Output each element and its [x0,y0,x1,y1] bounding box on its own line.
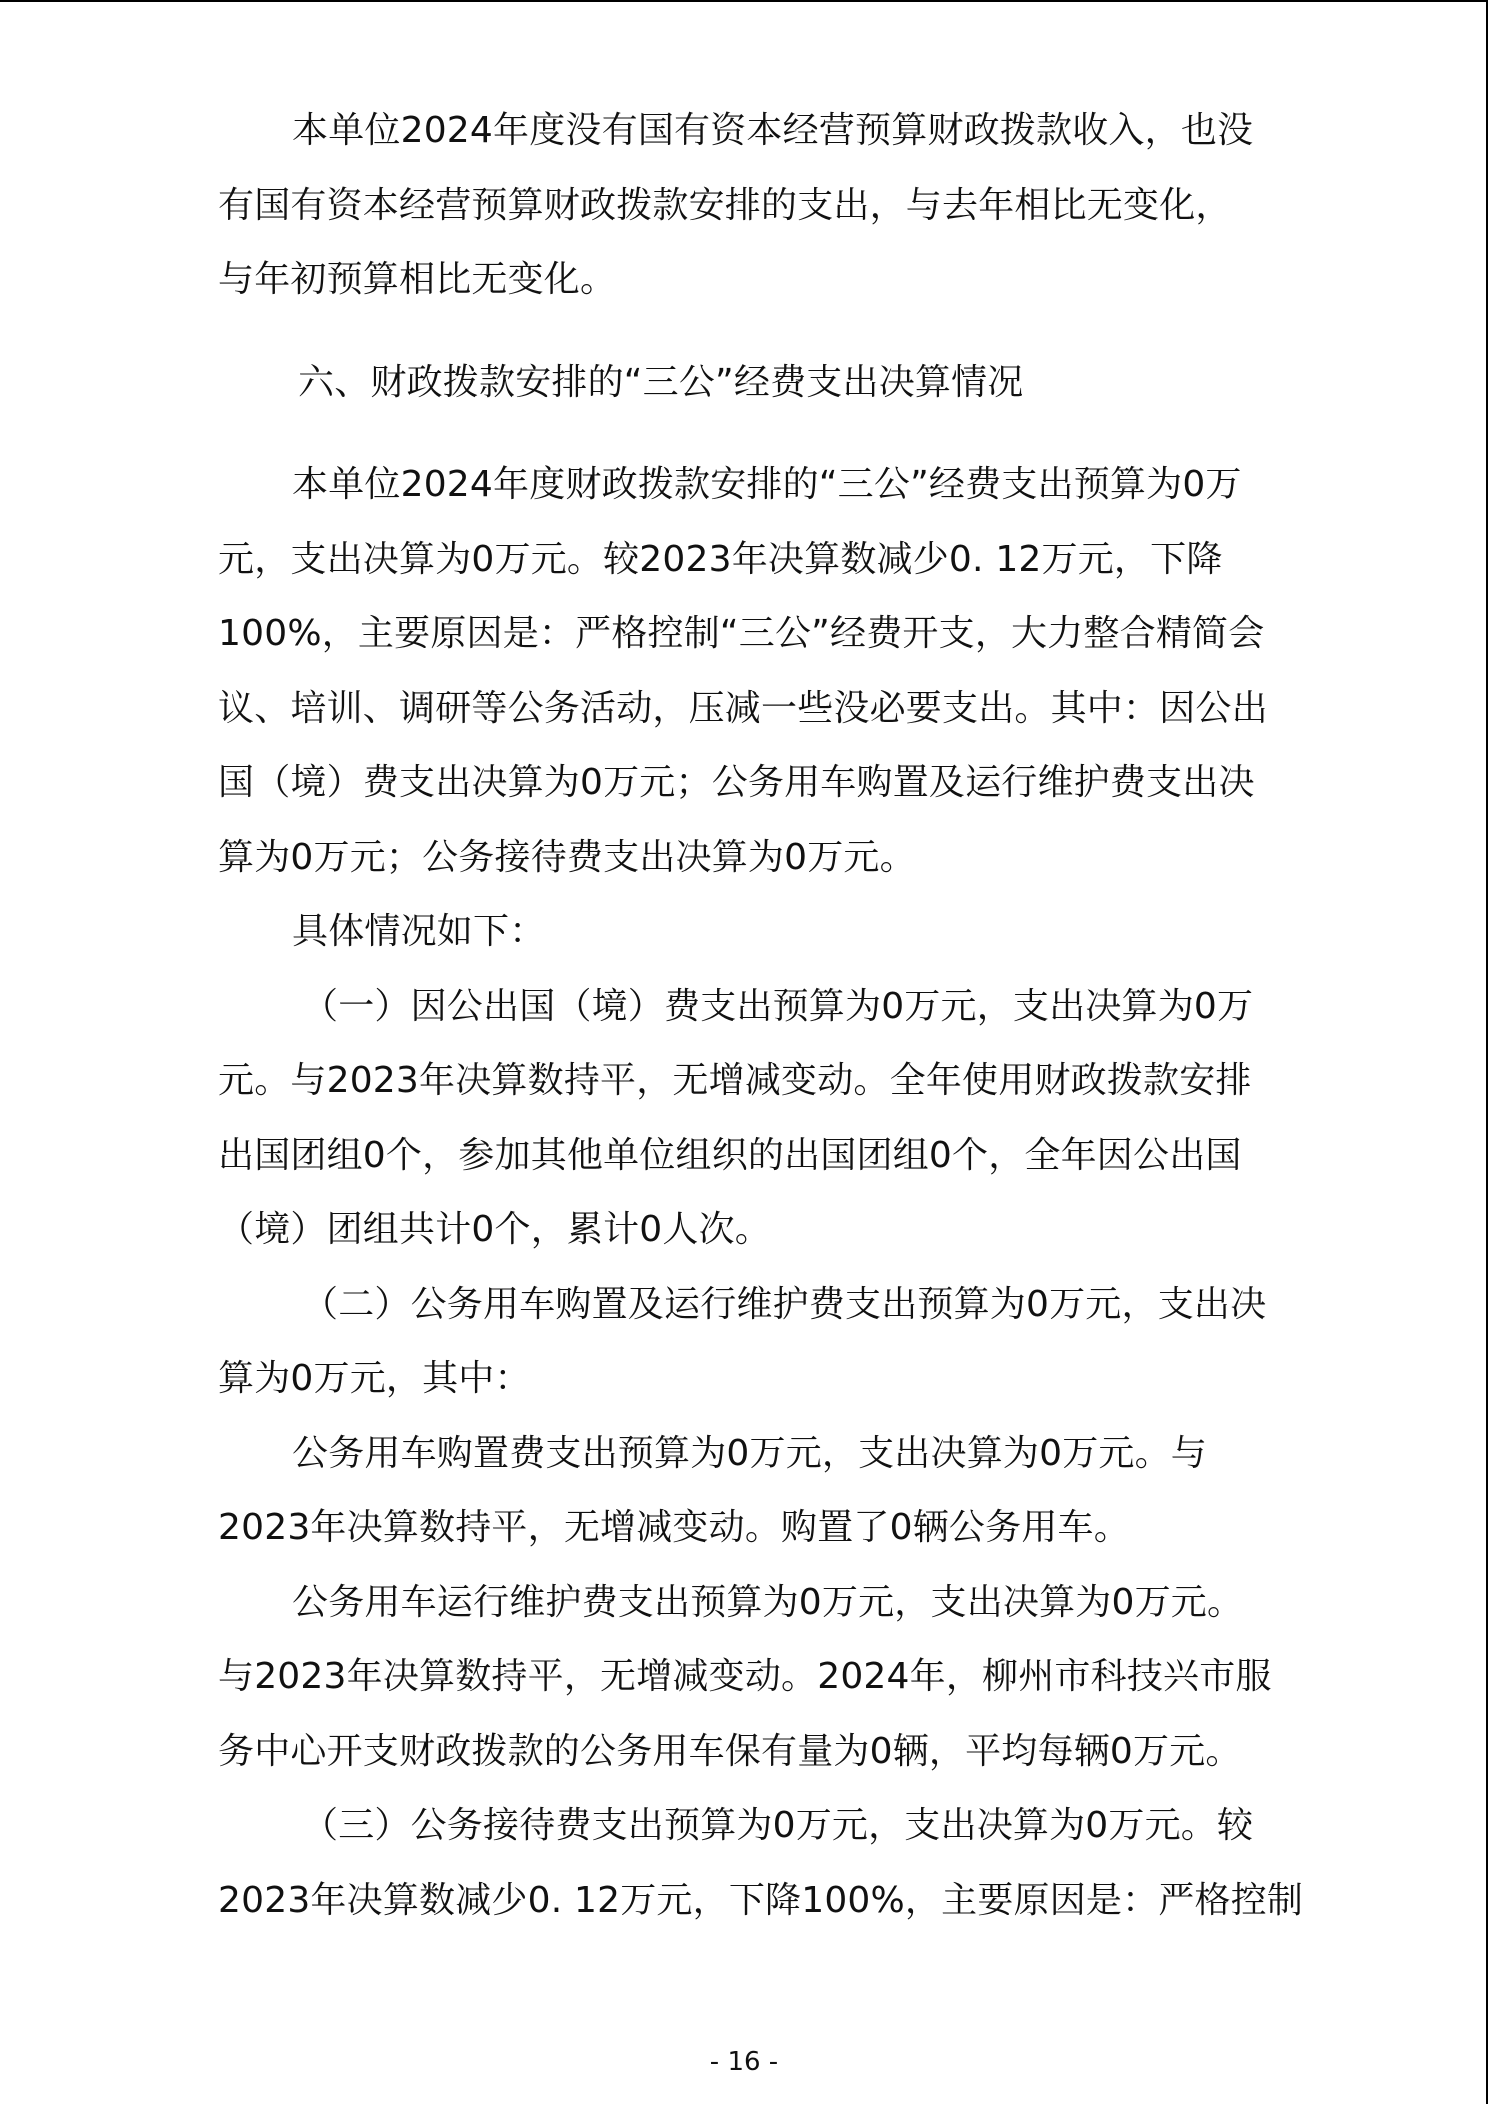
text-line: 与2023年决算数持平，无增减变动。2024年，柳州市科技兴市服 [218,1656,1272,1697]
text-line: （二）公务用车购置及运行维护费支出预算为0万元，支出决 [302,1283,1267,1325]
text-line: 出国团组0个，参加其他单位组织的出国团组0个，全年因公出国 [218,1134,1242,1176]
text-line: （三）公务接待费支出预算为0万元，支出决算为0万元。较 [302,1805,1254,1846]
text-line: 国（境）费支出决算为0万元；公务用车购置及运行维护费支出决 [218,762,1255,803]
text-line: 与年初预算相比无变化。 [218,259,617,300]
text-line: （境）团组共计0个，累计0人次。 [218,1209,772,1250]
text-line: 算为0万元；公务接待费支出决算为0万元。 [218,836,916,878]
page-number: - 16 - [709,2047,779,2077]
text-line: 100%，主要原因是：严格控制“三公”经费开支，大力整合精简会 [218,613,1265,654]
text-line: 算为0万元，其中： [218,1358,531,1399]
document-body [218,94,1304,1938]
text-line: （一）因公出国（境）费支出预算为0万元，支出决算为0万 [302,985,1254,1027]
text-line: 2023年决算数减少0. 12万元，下降100%，主要原因是：严格控制 [218,1879,1304,1921]
text-line: 有国有资本经营预算财政拨款安排的支出，与去年相比无变化， [218,184,1232,226]
text-line: 本单位2024年度财政拨款安排的“三公”经费支出预算为0万 [292,464,1242,505]
section-heading: 六、财政拨款安排的“三公”经费支出决算情况 [298,361,1024,403]
text-line: 公务用车购置费支出预算为0万元，支出决算为0万元。与 [292,1432,1208,1474]
text-line: 议、培训、调研等公务活动，压减一些没必要支出。其中：因公出 [218,687,1268,729]
text-line: 务中心开支财政拨款的公务用车保有量为0辆，平均每辆0万元。 [218,1730,1242,1772]
text-line: 元。与2023年决算数持平，无增减变动。全年使用财政拨款安排 [218,1060,1252,1101]
text-line: 本单位2024年度没有国有资本经营预算财政拨款收入，也没 [292,110,1254,151]
text-line: 2023年决算数持平，无增减变动。购置了0辆公务用车。 [218,1507,1130,1548]
text-line: 公务用车运行维护费支出预算为0万元，支出决算为0万元。 [292,1581,1244,1623]
text-line: 元，支出决算为0万元。较2023年决算数减少0. 12万元，下降 [218,538,1223,580]
text-line: 具体情况如下： [292,911,546,952]
